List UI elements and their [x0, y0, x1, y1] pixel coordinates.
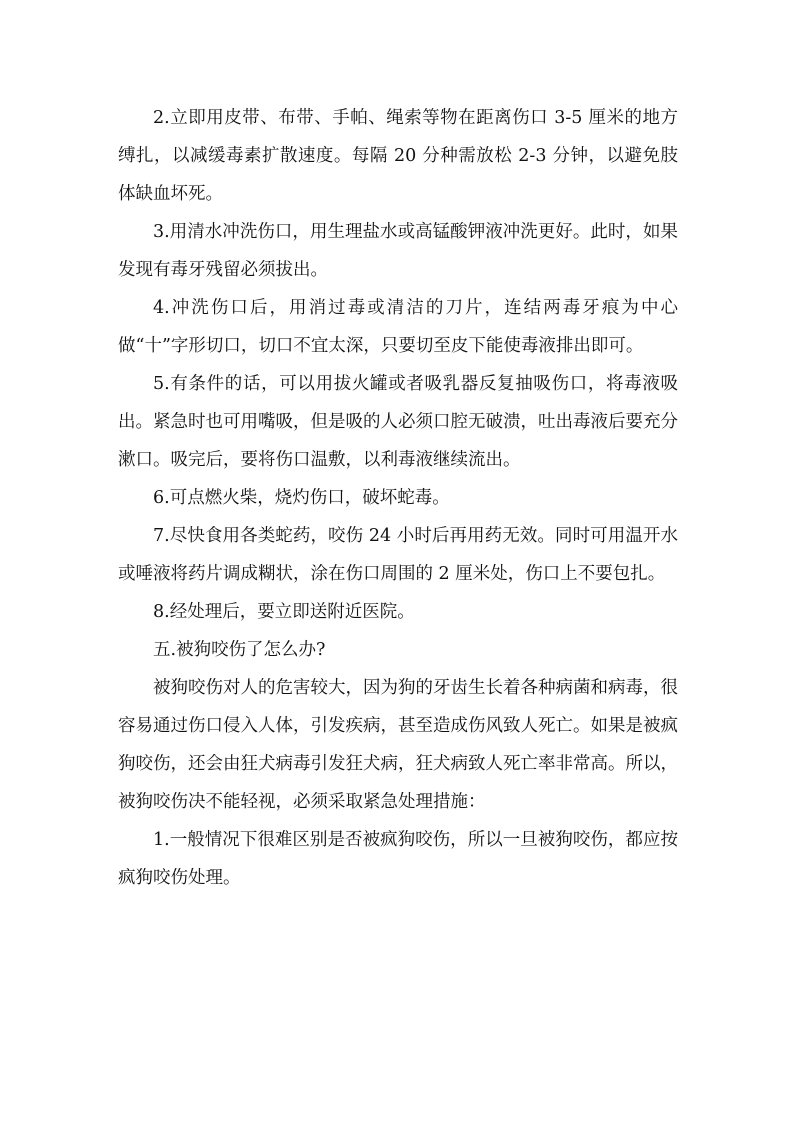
paragraph-step-4: 4.冲洗伤口后，用消过毒或清洁的刀片，连结两毒牙痕为中心做“十”字形切口，切口不宜太深，只要切至皮下能使毒液排出即可。 [118, 298, 678, 356]
paragraph-step-7: 7.尽快食用各类蛇药，咬伤 24 小时后再用药无效。同时可用温开水或唾液将药片调成糊状，涂在伤口周围的 2 厘米处，伤口上不要包扎。 [118, 526, 678, 584]
paragraph-dog-step-1: 1.一般情况下很难区别是否被疯狗咬伤，所以一旦被狗咬伤，都应按疯狗咬伤处理。 [118, 830, 678, 888]
paragraph-step-3: 3.用清水冲洗伤口，用生理盐水或高锰酸钾液冲洗更好。此时，如果发现有毒牙残留必须拔出。 [118, 222, 678, 280]
paragraph-step-6: 6.可点燃火柴，烧灼伤口，破坏蛇毒。 [153, 488, 450, 508]
paragraph-dog-bite-intro: 被狗咬伤对人的危害较大，因为狗的牙齿生长着各种病菌和病毒，很容易通过伤口侵入人体，引发疾病，甚至造成伤风致人死亡。如果是被疯狗咬伤，还会由狂犬病毒引发狂犬病，狂犬病致人死亡率非常高。所以，被狗咬伤决不能轻视，必须采取紧急处理措施： [118, 678, 678, 812]
document-body [118, 99, 678, 897]
paragraph-step-8: 8.经处理后，要立即送附近医院。 [153, 602, 415, 622]
paragraph-step-2: 2.立即用皮带、布带、手帕、绳索等物在距离伤口 3-5 厘米的地方缚扎，以减缓毒素扩散速度。每隔 20 分种需放松 2-3 分钟，以避免肢体缺血坏死。 [118, 108, 678, 204]
paragraph-step-5: 5.有条件的话，可以用拔火罐或者吸乳器反复抽吸伤口，将毒液吸出。紧急时也可用嘴吸，但是吸的人必须口腔无破溃，吐出毒液后要充分漱口。吸完后，要将伤口温敷，以利毒液继续流出。 [118, 374, 678, 470]
section-heading-dog-bite: 五.被狗咬伤了怎么办? [153, 640, 326, 660]
